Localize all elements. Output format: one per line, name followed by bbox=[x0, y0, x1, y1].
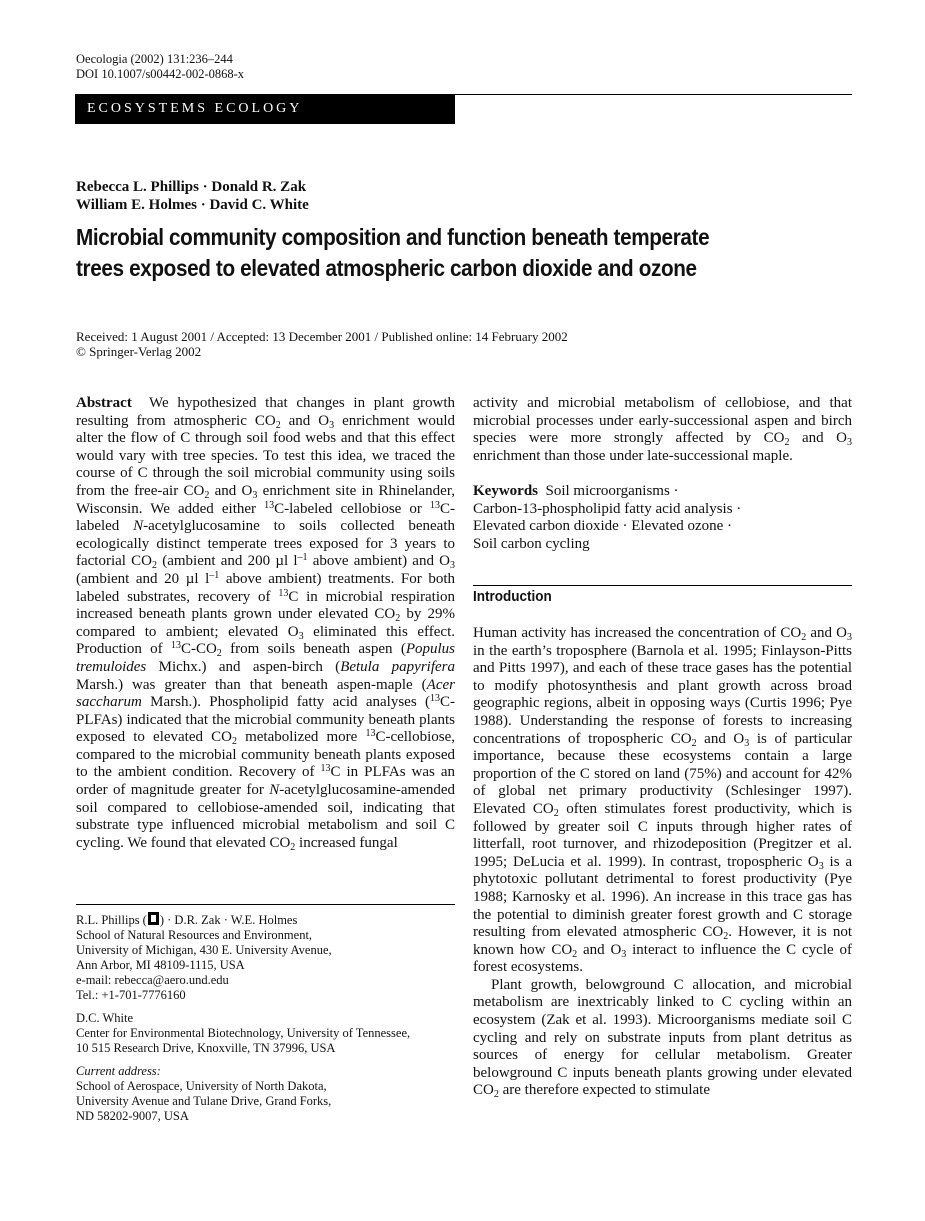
affil-address-3: University Avenue and Tulane Drive, Grand Forks, bbox=[76, 1094, 332, 1108]
current-address-label: Current address: bbox=[76, 1064, 161, 1078]
introduction-heading: Introduction bbox=[473, 588, 552, 605]
copyright: © Springer-Verlag 2002 bbox=[76, 344, 202, 359]
affil-email: e-mail: rebecca@aero.und.edu bbox=[76, 973, 229, 987]
doi: DOI 10.1007/s00442-002-0868-x bbox=[76, 67, 245, 81]
author-affiliations bbox=[76, 912, 456, 1124]
intro-paragraph: Plant growth, belowground C allocation, and microbial metabolism are inextricably linked to C cycling within an ecosystem (Zak et al. 1993). Microorganisms mediate soil C cycling and rely on substrate inputs from plant detritus as sources of energy for cellular metabolism. Greater belowground C inputs beneath plants growing under elevated $CO_2$ are therefore expected to stimulate bbox=[473, 976, 852, 1101]
author-list bbox=[76, 178, 309, 214]
title-line-2: trees exposed to elevated atmospheric carbon dioxide and ozone bbox=[76, 255, 697, 281]
publication-dates bbox=[76, 329, 568, 359]
introduction-text bbox=[473, 625, 852, 1100]
abstract-continuation: activity and microbial metabolism of cellobiose, and that microbial processes under early-successional aspen and birch species were more strongly affected by $CO_2$ and $O_3$ enrichment than those under late-successional maple. bbox=[473, 395, 852, 464]
abstract-text: Abstract We hypothesized that changes in plant growth resulting from atmospheric $CO_2$ and $O_3$ enrichment would alter the flow of C through soil food webs and that this effect would vary with tree species. To test this idea, we traced the course of C through the soil microbial community using soils from the free-air $CO_2$ and $O_3$ enrichment site in Rhinelander, Wisconsin. We added either $^{13}$C-labeled cellobiose or $^{13}$C-labeled N-acetylglucosamine to soils collected beneath ecologically distinct temperate trees exposed for 3 years to factorial $CO_2$ (ambient and 200 µl $l^{-1}$ above ambient) and $O_3$ (ambient and 20 µl $l^{-1}$ above ambient) treatments. For both labeled substrates, recovery of $^{13}$C in microbial respiration increased beneath plants grown under elevated $CO_2$ by 29% compared to ambient; elevated $O_3$ eliminated this effect. Production of $^{13}C-CO_2$ from soils beneath aspen (Populus tremuloides Michx.) and aspen-birch (Betula papyrifera Marsh.) was greater than that beneath aspen-maple (Acer saccharum Marsh.). Phospholipid fatty acid analyses ($^{13}$C-PLFAs) indicated that the microbial community beneath plants exposed to elevated $CO_2$ metabolized more $^{13}$C-cellobiose, compared to the microbial community beneath plants exposed to the ambient condition. Recovery of $^{13}$C in PLFAs was an order of magnitude greater for N-acetylglucosamine-amended soil compared to cellobiose-amended soil, indicating that substrate type influenced microbial metabolism and soil C cycling. We found that elevated $CO_2$ increased fungal bbox=[76, 395, 456, 853]
keywords-label: Keywords bbox=[473, 483, 538, 499]
mail-icon bbox=[148, 912, 159, 925]
affil-city: Ann Arbor, MI 48109-1115, USA bbox=[76, 958, 245, 972]
affil-city-3: ND 58202-9007, USA bbox=[76, 1109, 189, 1123]
journal-citation: Oecologia (2002) 131:236–244 bbox=[76, 52, 233, 66]
intro-paragraph: Human activity has increased the concentration of $CO_2$ and $O_3$ in the earth’s troposphere (Barnola et al. 1995; Finlayson-Pitts and Pitts 1997), and each of these trace gases has the potential to modify photosynthesis and plant growth across broad geographic regions, albeit in opposing ways (Curtis 1996; Pye 1988). Understanding the response of forests to increasing concentrations of tropospheric $CO_2$ and $O_3$ is of particular importance, because these ecosystems contain a large proportion of the C stored on land (75%) and account for 42% of global net primary productivity (Schlesinger 1997). Elevated $CO_2$ often stimulates forest productivity, which is followed by greater soil C inputs through higher rates of litterfall, root turnover, and rhizodeposition (Pregitzer et al. 1995; DeLucia et al. 1999). In contrast, tropospheric $O_3$ is a phytotoxic pollutant detrimental to forest productivity (Pye 1988; Karnosky et al. 1996). An increase in this trace gas has the potential to diminish greater forest growth and C storage resulting from elevated atmospheric $CO_2$. However, it is not known how $CO_2$ and $O_3$ interact to influence the C cycle of forest ecosystems. bbox=[473, 625, 853, 976]
header-rule bbox=[455, 94, 852, 95]
authors-line-2: William E. Holmes · David C. White bbox=[76, 197, 309, 213]
section-banner: ECOSYSTEMS ECOLOGY bbox=[75, 94, 455, 124]
introduction-rule bbox=[473, 585, 852, 586]
footnote-rule bbox=[76, 904, 455, 905]
affil-university: University of Michigan, 430 E. University Avenue, bbox=[76, 943, 332, 957]
affil-school: School of Natural Resources and Environment, bbox=[76, 928, 313, 942]
title-line-1: Microbial community composition and function beneath temperate bbox=[76, 224, 710, 250]
paper-title bbox=[76, 222, 787, 284]
received-dates: Received: 1 August 2001 / Accepted: 13 December 2001 / Published online: 14 February 2002 bbox=[76, 329, 568, 344]
affil-center: Center for Environmental Biotechnology, University of Tennessee, bbox=[76, 1026, 411, 1040]
abstract-label: Abstract bbox=[76, 395, 132, 411]
affil-tel: Tel.: +1-701-7776160 bbox=[76, 988, 186, 1002]
affil-white: D.C. White bbox=[76, 1011, 134, 1025]
authors-line-1: Rebecca L. Phillips · Donald R. Zak bbox=[76, 179, 307, 195]
journal-citation-block bbox=[76, 52, 244, 82]
affil-school-3: School of Aerospace, University of North Dakota, bbox=[76, 1079, 327, 1093]
keywords-block: Keywords Soil microorganisms · Carbon-13-phospholipid fatty acid analysis · Elevated carbon dioxide · Elevated ozone · Soil carbon cycling bbox=[473, 483, 742, 552]
affil-address-2: 10 515 Research Drive, Knoxville, TN 37996, USA bbox=[76, 1041, 336, 1055]
affil-phillips: R.L. Phillips ( ) · D.R. Zak · W.E. Holmes bbox=[76, 913, 298, 927]
